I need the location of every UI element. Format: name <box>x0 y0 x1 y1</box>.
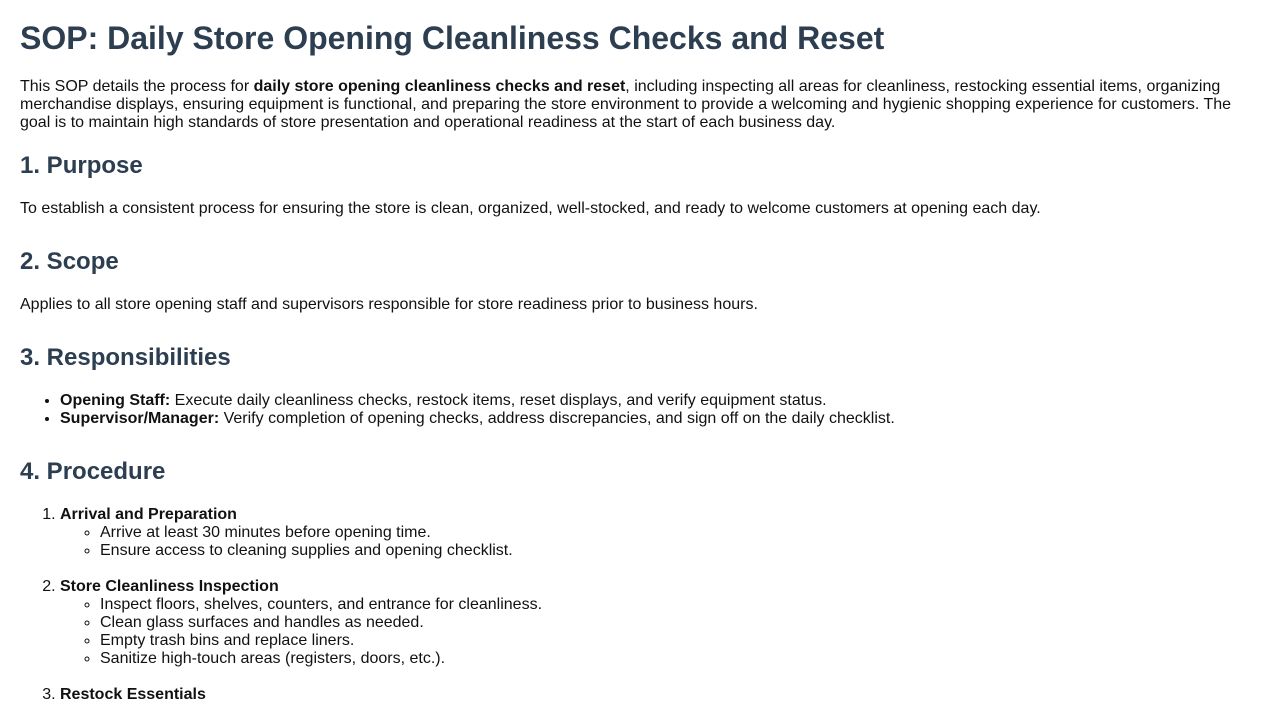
step-title: Restock Essentials <box>60 686 206 703</box>
role-description: Execute daily cleanliness checks, restock items, reset displays, and verify equipment status. <box>170 392 827 409</box>
procedure-steps <box>20 506 542 722</box>
responsibilities-list <box>20 392 895 428</box>
scope-text: Applies to all store opening staff and supervisors responsible for store readiness prior to business hours. <box>20 296 758 313</box>
page-title: SOP: Daily Store Opening Cleanliness Checks and Reset <box>20 20 885 56</box>
step-title: Store Cleanliness Inspection <box>60 578 279 595</box>
purpose-heading: 1. Purpose <box>20 152 143 179</box>
purpose-text: To establish a consistent process for ensuring the store is clean, organized, well-stocked, and ready to welcome customers at opening each day. <box>20 200 1041 217</box>
intro-prefix: This SOP details the process for <box>20 78 254 95</box>
intro-paragraph <box>20 78 1243 132</box>
step-substeps <box>60 524 542 560</box>
list-item: ◦ Inspect floors, shelves, counters, and entrance for cleanliness. <box>100 596 542 614</box>
procedure-step <box>60 578 542 668</box>
responsibilities-heading: 3. Responsibilities <box>20 344 231 371</box>
step-title: Arrival and Preparation <box>60 506 237 523</box>
step-substeps <box>60 596 542 668</box>
intro-suffix: , including inspecting all areas for cleanliness, restocking essential items, organizing merchandise displays, ensuring equipment is functional, and preparing the store environment to provide a welcoming and hygienic shopping experience for customers. The goal is to maintain high standards of store presentation and operational readiness at the start of each business day. <box>20 78 1232 131</box>
role-label: Supervisor/Manager: <box>60 410 220 427</box>
list-item <box>60 392 895 410</box>
procedure-step <box>60 686 542 704</box>
list-item: ◦ Empty trash bins and replace liners. <box>100 632 542 650</box>
scope-heading: 2. Scope <box>20 248 119 275</box>
list-item: ◦ Clean glass surfaces and handles as needed. <box>100 614 542 632</box>
intro-bold-phrase: daily store opening cleanliness checks and reset <box>253 78 626 95</box>
procedure-step <box>60 506 542 560</box>
list-item: ◦ Ensure access to cleaning supplies and opening checklist. <box>100 542 542 560</box>
procedure-heading: 4. Procedure <box>20 458 166 485</box>
role-label: Opening Staff: <box>60 392 171 409</box>
role-description: Verify completion of opening checks, address discrepancies, and sign off on the daily checklist. <box>219 410 895 427</box>
list-item <box>60 410 895 428</box>
list-item: ◦ Sanitize high-touch areas (registers, doors, etc.). <box>100 650 542 668</box>
list-item: ◦ Arrive at least 30 minutes before opening time. <box>100 524 542 542</box>
